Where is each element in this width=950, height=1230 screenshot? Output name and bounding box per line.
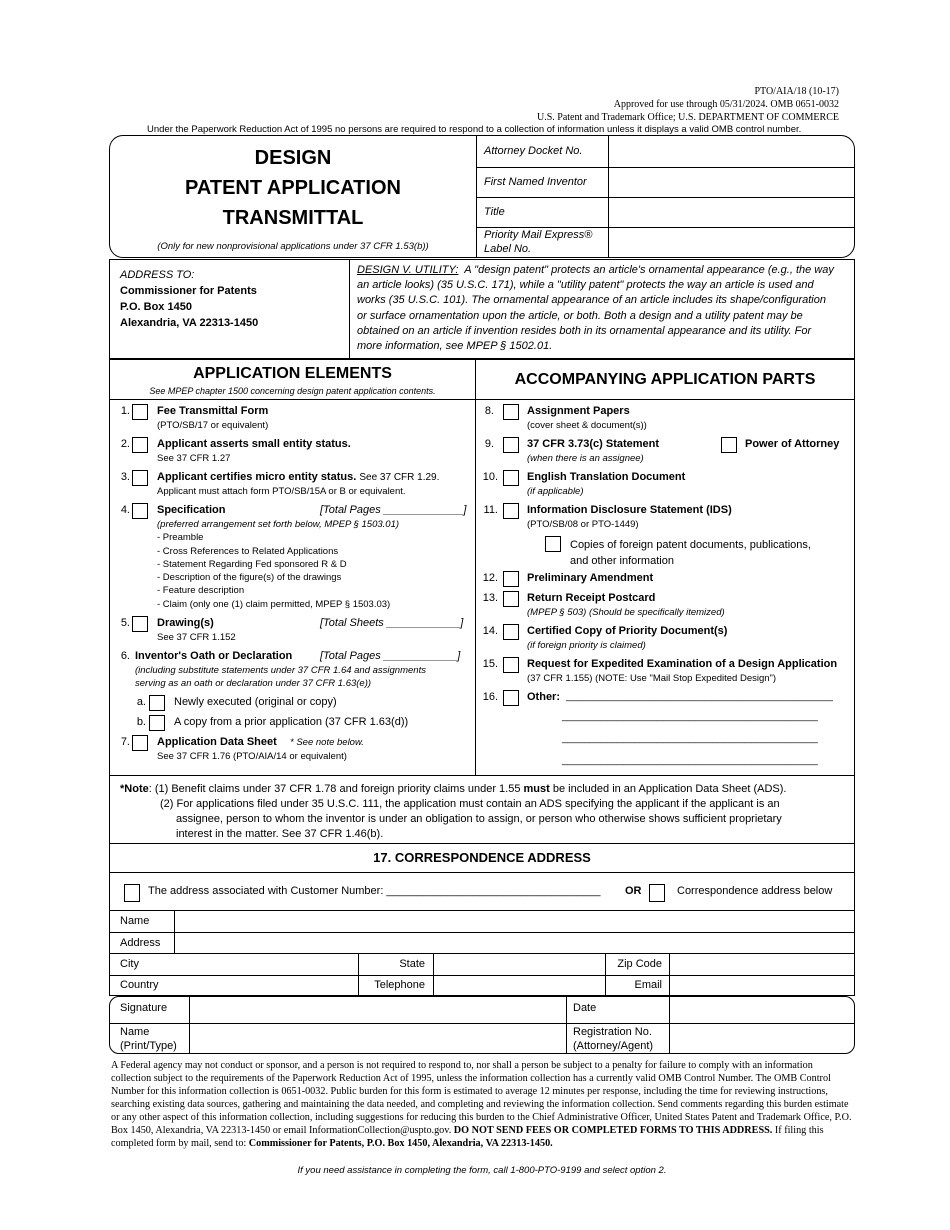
power-of-attorney-checkbox[interactable] [721,437,737,453]
inventor-label: First Named Inventor [484,176,587,188]
prior-copy-checkbox[interactable] [149,715,165,731]
preliminary-amendment-label: Preliminary Amendment [527,572,654,584]
address-label: Address [120,937,161,949]
state-label: State [399,958,425,970]
inventor-input[interactable] [610,168,853,196]
registration-input[interactable] [671,1025,852,1052]
statement-label: 37 CFR 3.73(c) Statement [527,438,660,450]
statement-checkbox[interactable] [503,437,519,453]
page-title: DESIGN PATENT APPLICATION TRANSMITTAL [185,147,401,229]
translation-checkbox[interactable] [503,470,519,486]
assignment-checkbox[interactable] [503,404,519,420]
priority-document-checkbox[interactable] [503,624,519,640]
burden-statement: A Federal agency may not conduct or sponsor, and a person is not required to respond to, nor shall a person be subject to a penalty for failure to comply with an information collection subject to the requirements of the Paperwork Reduction Act of 1995, unless the information collection has a currently valid OMB Control Number. The OMB Control Number for this information collection is 0651-0032. Public burden for this form is estimated to average 12 minutes per response, including the time for reviewing instructions, searching existing data sources, gathering and maintaining the data needed, and completing and reviewing the information collection. Send comments regarding this burden estimate or any other aspect of this information collection, including suggestions for reducing this burden to the Chief Administrative Officer, United States Patent and Trademark Office, P.O. Box 1450, Alexandria, VA 22313-1450 or email InformationCollection@uspto.gov. DO NOT SEND FEES OR COMPLETED FORMS TO THIS ADDRESS. If filing this completed form by mail, send to: Commissioner for Patents, P.O. Box 1450, Alexandria, VA 22313-1450. [111,1060,852,1149]
other-input[interactable]: ______________________________________________ [562,755,818,766]
country-input[interactable] [176,976,357,995]
spec-list-item: - Statement Regarding Fed sponsored R & D [157,559,347,570]
telephone-label: Telephone [374,979,425,991]
spec-list-item: - Cross References to Related Applications [157,546,339,557]
address-to: ADDRESS TO: Commissioner for Patents P.O. Box 1450 Alexandria, VA 22313-1450 [120,269,259,329]
name-input[interactable] [176,911,853,931]
fee-transmittal-checkbox[interactable] [132,404,148,420]
registration-label: Registration No. (Attorney/Agent) [573,1026,654,1052]
mail-label-input[interactable] [610,228,853,256]
drawings-sheets[interactable]: [Total Sheets ____________] [320,617,464,629]
design-v-utility: DESIGN V. UTILITY: A "design patent" protects an article's ornamental appearance (e.g., the way an article looks) (35 U.S.C. 171), while a "utility patent" protects the way an article is used and works (35 U.S.C. 101). The ornamental appearance of an article includes its shape/configuration or surface ornamentation upon the article, or both. Both a design and a utility patent may be obtained on an article if invention resides both in its ornamental appearance and its utility. For more information, see MPEP § 1502.01. [357,264,834,353]
drawings-checkbox[interactable] [132,616,148,632]
help-line: If you need assistance in completing the form, call 1-800-PTO-9199 and select option 2. [297,1165,667,1176]
customer-number-label[interactable]: The address associated with Customer Number: ___________________________________ [148,885,601,897]
postcard-checkbox[interactable] [503,591,519,607]
mail-label: Priority Mail Express® Label No. [484,229,593,255]
date-input[interactable] [671,998,852,1022]
other-checkbox[interactable] [503,690,519,706]
oath-pages[interactable]: [Total Pages ____________] [320,650,461,662]
title-note: (Only for new nonprovisional applications under 37 CFR 1.53(b)) [157,241,429,252]
accompanying-heading: ACCOMPANYING APPLICATION PARTS [514,371,816,388]
city-label: City [120,958,139,970]
small-entity-checkbox[interactable] [132,437,148,453]
oath-label: Inventor's Oath or Declaration [135,650,293,662]
paperwork-notice: Under the Paperwork Reduction Act of 1995 no persons are required to respond to a collection of information unless it displays a valid OMB control number. [147,124,802,135]
email-input[interactable] [671,976,853,995]
small-entity-label: Applicant asserts small entity status. [157,438,351,450]
drawings-label: Drawing(s) [157,617,214,629]
print-name-input[interactable] [191,1025,564,1052]
specification-pages[interactable]: [Total Pages _____________] [320,504,467,516]
prior-copy-label: A copy from a prior application (37 CFR 1.63(d)) [174,716,409,728]
date-label: Date [573,1002,597,1014]
print-name-label: Name (Print/Type) [120,1026,177,1052]
other-label: Other: [527,691,560,703]
agency: U.S. Patent and Trademark Office; U.S. DEPARTMENT OF COMMERCE [536,112,839,123]
translation-label: English Translation Document [527,471,686,483]
name-label: Name [120,915,150,927]
ids-checkbox[interactable] [503,503,519,519]
micro-entity-label: Applicant certifies micro entity status. See 37 CFR 1.29. [157,471,440,483]
ids-label: Information Disclosure Statement (IDS) [527,504,732,516]
zip-input[interactable] [671,954,853,974]
power-of-attorney-label: Power of Attorney [745,438,840,450]
other-input[interactable]: ______________________________________________ [562,733,818,744]
correspondence-heading: 17. CORRESPONDENCE ADDRESS [373,850,591,865]
other-input[interactable]: ______________________________________________ [562,711,818,722]
zip-label: Zip Code [617,958,662,970]
country-label: Country [120,979,159,991]
title-label: Title [484,206,505,218]
expedited-label: Request for Expedited Examination of a Design Application [527,658,838,670]
preliminary-amendment-checkbox[interactable] [503,571,519,587]
priority-document-label: Certified Copy of Priority Document(s) [527,625,728,637]
other-input[interactable]: ________________________________________________ [566,691,833,702]
docket-input[interactable] [610,137,853,166]
title-input[interactable] [610,198,853,226]
foreign-copies-label: Copies of foreign patent documents, publications, and other information [570,539,811,567]
specification-checkbox[interactable] [132,503,148,519]
telephone-input[interactable] [435,976,604,995]
specification-label: Specification [157,504,226,516]
spec-list-item: - Preamble [157,532,204,543]
postcard-label: Return Receipt Postcard [527,592,656,604]
assignment-label: Assignment Papers [527,405,630,417]
form-id: PTO/AIA/18 (10-17) [754,86,839,97]
address-below-label: Correspondence address below [677,885,833,897]
signature-input[interactable] [191,998,564,1022]
docket-label: Attorney Docket No. [484,145,583,157]
or-label: OR [625,885,642,897]
spec-list-item: - Feature description [157,585,245,596]
spec-list-item: - Description of the figure(s) of the drawings [157,572,342,583]
spec-list-item: - Claim (only one (1) claim permitted, MPEP § 1503.03) [157,599,391,610]
form-header [139,85,839,124]
state-input[interactable] [435,954,604,974]
ads-note: *Note: (1) Benefit claims under 37 CFR 1.78 and foreign priority claims under 1.55 must be included in an Application Data Sheet (ADS). (2) For applications filed under 35 U.S.C. 111, the application must contain an ADS specifying the applicant if the applicant is an assignee, person to whom the inventor is under an obligation to assign, or person who otherwise shows sufficient proprietary interest in the matter. See 37 CFR 1.46(b). [120,783,787,840]
customer-number-checkbox[interactable] [124,884,140,902]
ads-label: Application Data Sheet [157,736,277,748]
address-input[interactable] [176,933,853,952]
email-label: Email [634,979,662,991]
newly-executed-checkbox[interactable] [149,695,165,711]
city-input[interactable] [176,954,357,974]
fee-transmittal-label: Fee Transmittal Form [157,405,269,417]
newly-executed-label: Newly executed (original or copy) [174,696,337,708]
ads-checkbox[interactable] [132,735,148,751]
foreign-copies-checkbox[interactable] [545,536,561,552]
expedited-checkbox[interactable] [503,657,519,673]
micro-entity-checkbox[interactable] [132,470,148,486]
address-below-checkbox[interactable] [649,884,665,902]
app-elements-subheading: See MPEP chapter 1500 concerning design patent application contents. [149,386,436,396]
signature-label: Signature [120,1002,168,1014]
omb-approval: Approved for use through 05/31/2024. OMB 0651-0032 [613,99,839,110]
app-elements-heading: APPLICATION ELEMENTS [193,365,392,382]
